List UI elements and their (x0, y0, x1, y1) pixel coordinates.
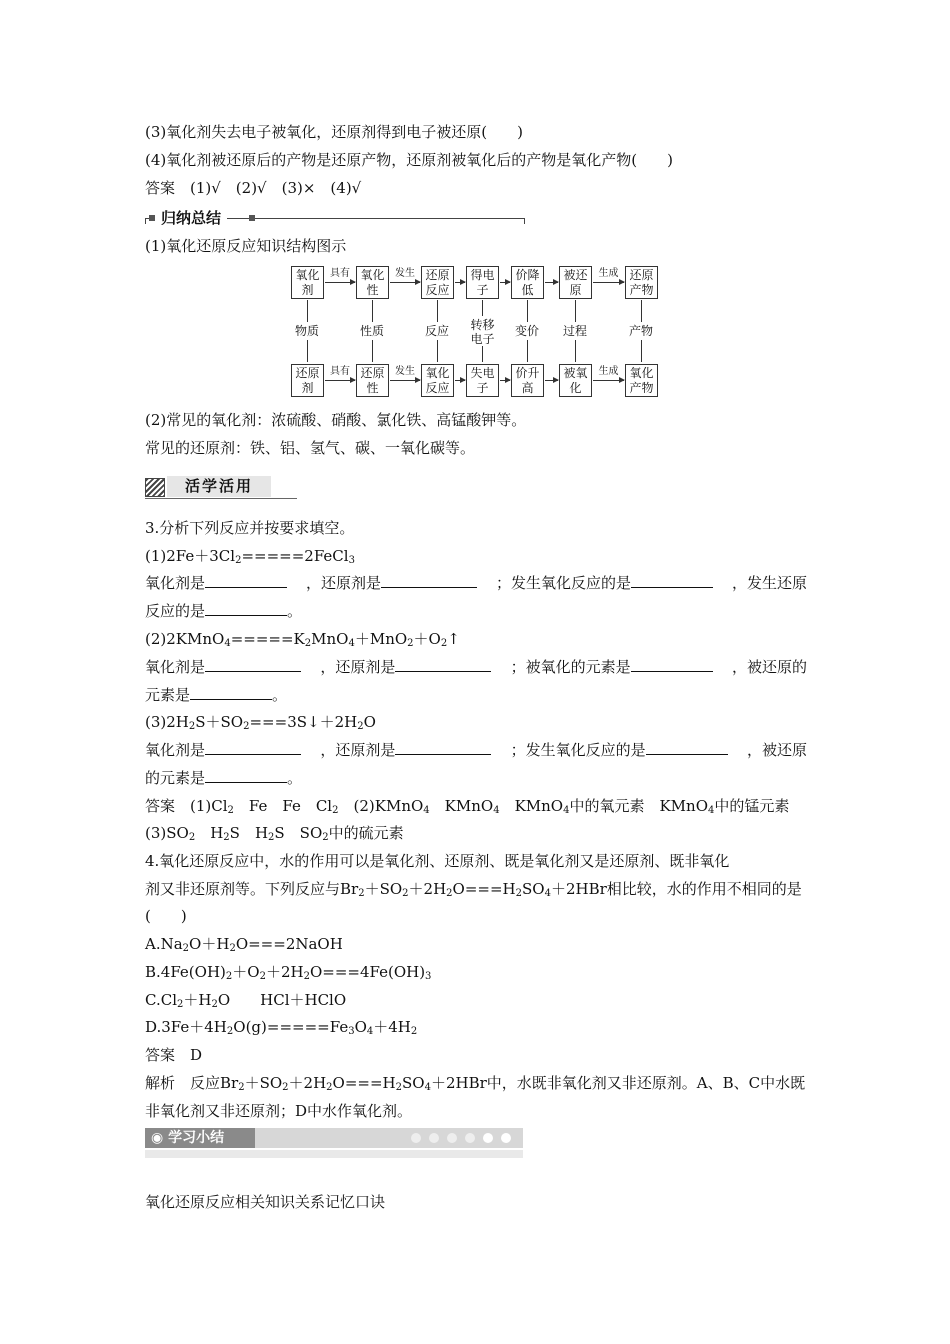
reductants-line: 常见的还原剂：铁、铝、氢气、碳、一氧化碳等。 (145, 439, 476, 457)
box-bottom-0: 还原 剂 (291, 364, 324, 397)
box-bottom-3: 失电 子 (466, 364, 499, 397)
box-top-0: 氧化 剂 (291, 266, 324, 299)
reaction-2: $(2)2KMnO_4=====K_2MnO_4+MnO_2+O_2↑$ (145, 630, 460, 649)
analysis-line2: 非氧化剂又非还原剂；D中水作氧化剂。 (145, 1102, 413, 1120)
mnemonic-title: 氧化还原反应相关知识关系记忆口诀 (145, 1193, 386, 1211)
analysis-line1: 解析 反应$Br_2+SO_2+2H_2O===H_2SO_4+2HBr$中，水既非氧化剂又非还原剂。A、B、C中水既 (145, 1074, 806, 1093)
box-top-1: 氧化 性 (356, 266, 389, 299)
question-3: (3)氧化剂失去电子被氧化，还原剂得到电子被还原( ) (145, 123, 523, 141)
diagram-title: (1)氧化还原反应知识结构图示 (145, 237, 347, 255)
reaction-1-fill: 氧化剂是 ，还原剂是 ；发生氧化反应的是 ，发生还原 (145, 574, 807, 592)
study-summary-title: ◉ 学习小结 (145, 1128, 255, 1148)
reaction-3: $(3)2H_2S+SO_2===3S↓+2H_2O$ (145, 713, 376, 732)
q3-intro: 3.分析下列反应并按要求填空。 (145, 519, 355, 537)
reaction-1-fill-2: 反应的是 。 (145, 602, 303, 620)
mid-0: 物质 (294, 324, 319, 338)
knowledge-diagram (283, 264, 663, 402)
blank[interactable] (395, 740, 491, 755)
mid-6: 产物 (628, 324, 653, 338)
blank[interactable] (631, 657, 713, 672)
box-bottom-5: 被氧 化 (559, 364, 592, 397)
reaction-3-fill: 氧化剂是 ，还原剂是 ；发生氧化反应的是 ，被还原 (145, 741, 807, 759)
blank[interactable] (205, 573, 287, 588)
oxidants-line: (2)常见的氧化剂：浓硫酸、硝酸、氯化铁、高锰酸钾等。 (145, 411, 527, 429)
box-top-6: 还原 产物 (625, 266, 658, 299)
edge-bottom-2: 生成 (598, 366, 619, 377)
reaction-2-fill: 氧化剂是 ，还原剂是 ；被氧化的元素是 ，被还原的 (145, 658, 807, 676)
mid-4: 变价 (514, 324, 539, 338)
answer-3b: $(3)SO_2$ $H_2S$ $H_2S$ $SO_2$中的硫元素 (145, 824, 404, 843)
edge-bottom-0: 具有 (330, 366, 350, 377)
answer-4: 答案 D (145, 1046, 203, 1064)
summary-title: 归纳总结 (155, 208, 227, 228)
mid-3: 转移 电子 (470, 318, 495, 346)
edge-top-0: 具有 (330, 268, 350, 279)
blank[interactable] (190, 685, 272, 700)
reaction-1: $(1)2Fe+3Cl_2=====2FeCl_3$ (145, 547, 355, 566)
apply-title: 活学活用 (167, 476, 271, 497)
box-bottom-2: 氧化 反应 (421, 364, 454, 397)
question-4b-line2: 剂又非还原剂等。下列反应与$Br_2+SO_2+2H_2O===H_2SO_4+2HBr$相比较，水的作用不相同的是 (145, 880, 802, 899)
box-top-5: 被还 原 (559, 266, 592, 299)
box-top-3: 得电 子 (466, 266, 499, 299)
question-4b-line3: ( ) (145, 907, 187, 925)
blank[interactable] (205, 601, 287, 616)
option-c: $C.Cl_2+H_2O$ HCl＋HClO (145, 991, 347, 1010)
summary-header (145, 208, 525, 228)
question-4: (4)氧化剂被还原后的产物是还原产物，还原剂被氧化后的产物是氧化产物( ) (145, 151, 673, 169)
box-bottom-4: 价升 高 (511, 364, 544, 397)
blank[interactable] (395, 657, 491, 672)
dots-decoration (411, 1133, 511, 1143)
box-top-4: 价降 低 (511, 266, 544, 299)
mid-1: 性质 (359, 324, 384, 338)
apply-header (145, 476, 297, 499)
answer-1: 答案 (1)√ (2)√ (3)× (4)√ (145, 179, 362, 197)
mid-5: 过程 (562, 324, 587, 338)
blank[interactable] (205, 740, 301, 755)
box-top-2: 还原 反应 (421, 266, 454, 299)
mid-2: 反应 (424, 324, 449, 338)
blank[interactable] (631, 573, 713, 588)
option-a: $A.Na_2O+H_2O===2NaOH$ (145, 935, 343, 954)
edge-top-1: 发生 (395, 268, 415, 279)
blank[interactable] (646, 740, 728, 755)
edge-bottom-1: 发生 (395, 366, 415, 377)
box-bottom-1: 还原 性 (356, 364, 389, 397)
reaction-2-fill-2: 元素是 。 (145, 686, 288, 704)
edge-top-2: 生成 (598, 268, 619, 279)
option-d: $D.3Fe+4H_2O(g)=====Fe_3O_4+4H_2$ (145, 1018, 418, 1037)
reaction-3-fill-2: 的元素是 。 (145, 769, 303, 787)
option-b: $B.4Fe(OH)_2+O_2+2H_2O===4Fe(OH)_3$ (145, 963, 432, 982)
answer-3a: 答案 $(1)Cl_2$ Fe Fe $Cl_2$ (2)KMnO$_4$ KMnO$_4$ KMnO$_4$中的氧元素 KMnO$_4$中的锰元素 (145, 797, 790, 816)
hatched-square-icon (145, 478, 165, 497)
blank[interactable] (205, 657, 301, 672)
blank[interactable] (381, 573, 477, 588)
study-summary-header (145, 1128, 525, 1160)
box-bottom-6: 氧化 产物 (625, 364, 658, 397)
blank[interactable] (205, 768, 287, 783)
question-4b-line1: 4.氧化还原反应中，水的作用可以是氧化剂、还原剂、既是氧化剂又是还原剂、既非氧化 (145, 852, 730, 870)
